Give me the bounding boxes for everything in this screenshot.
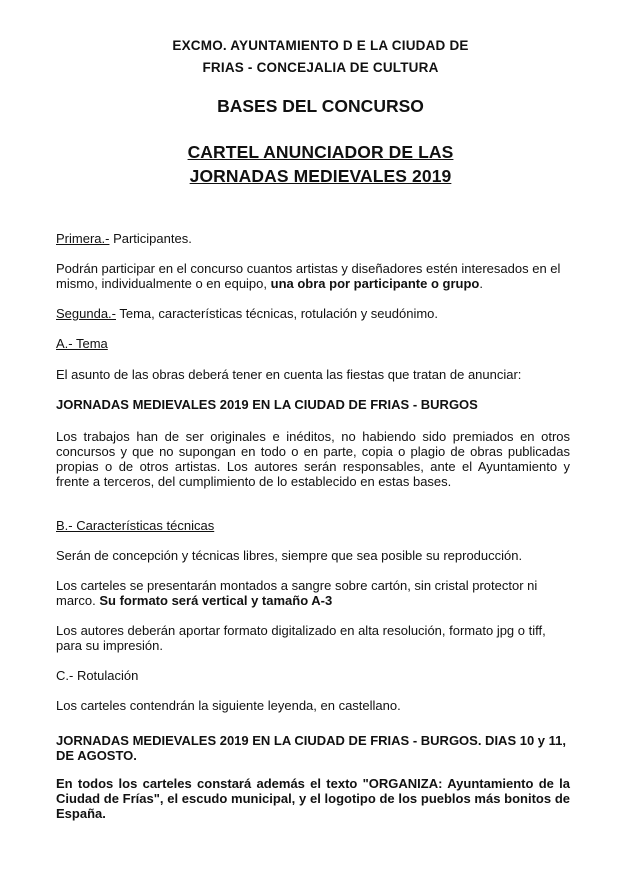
mounting-text: Los carteles se presentarán montados a sangre sobre cartón, sin cristal protector ni marco. — [56, 578, 538, 608]
event-line: JORNADAS MEDIEVALES 2019 EN LA CIUDAD DE FRIAS - BURGOS — [56, 397, 478, 412]
digital-format-paragraph: Los autores deberán aportar formato digitalizado en alta resolución, formato jpg o tiff, para su impresión. — [56, 623, 546, 653]
section-segunda-label: Segunda.- — [56, 306, 116, 321]
participants-bold-text: una obra por participante o grupo — [270, 276, 480, 291]
caracteristicas-heading: B.- Características técnicas — [56, 518, 215, 533]
section-primera-heading — [56, 231, 570, 246]
section-primera-title: Participantes. — [109, 231, 192, 246]
contest-title-line-1: CARTEL ANUNCIADOR DE LAS — [187, 142, 454, 162]
section-segunda-title: Tema, características técnicas, rotulación y seudónimo. — [116, 306, 439, 321]
rotulacion-heading: C.- Rotulación — [56, 668, 139, 683]
participants-text: Podrán participar en el concurso cuantos artistas y diseñadores estén interesados en el mismo, individualmente o en equipo, — [56, 261, 561, 291]
mounting-paragraph — [56, 578, 570, 608]
free-technique-text: Serán de concepción y técnicas libres, siempre que sea posible su reproducción. — [56, 548, 523, 563]
contest-title-line-2: JORNADAS MEDIEVALES 2019 — [189, 166, 452, 186]
participants-text-end: . — [479, 276, 483, 291]
originals-paragraph: Los trabajos han de ser originales e inéditos, no habiendo sido premiados en otros concursos y que no supongan en todo o en parte, copia o plagio de obras publicadas propias o de otros artistas. Los autores serán responsables, ante el Ayuntamiento y frente a terceros, del cumplimiento de lo establecido en estas bases. — [56, 429, 570, 489]
organization-line-1: EXCMO. AYUNTAMIENTO D E LA CIUDAD DE — [172, 38, 469, 53]
format-bold-text: Su formato será vertical y tamaño A-3 — [99, 593, 333, 608]
section-segunda-heading — [56, 306, 570, 321]
tema-text: El asunto de las obras deberá tener en cuenta las fiestas que tratan de anunciar: — [56, 367, 522, 382]
participants-paragraph — [56, 261, 570, 291]
organization-line-2: FRIAS - CONCEJALIA DE CULTURA — [202, 60, 439, 75]
bases-title: BASES DEL CONCURSO — [217, 96, 424, 116]
section-primera-label: Primera.- — [56, 231, 110, 246]
organiza-paragraph: En todos los carteles constará además el texto "ORGANIZA: Ayuntamiento de la Ciudad de Frías", el escudo municipal, y el logotipo de los pueblos más bonitos de España. — [56, 776, 570, 821]
rotulacion-text: Los carteles contendrán la siguiente leyenda, en castellano. — [56, 698, 401, 713]
legend-text: JORNADAS MEDIEVALES 2019 EN LA CIUDAD DE FRIAS - BURGOS. DIAS 10 y 11, DE AGOSTO. — [56, 733, 566, 763]
tema-heading: A.- Tema — [56, 336, 108, 351]
